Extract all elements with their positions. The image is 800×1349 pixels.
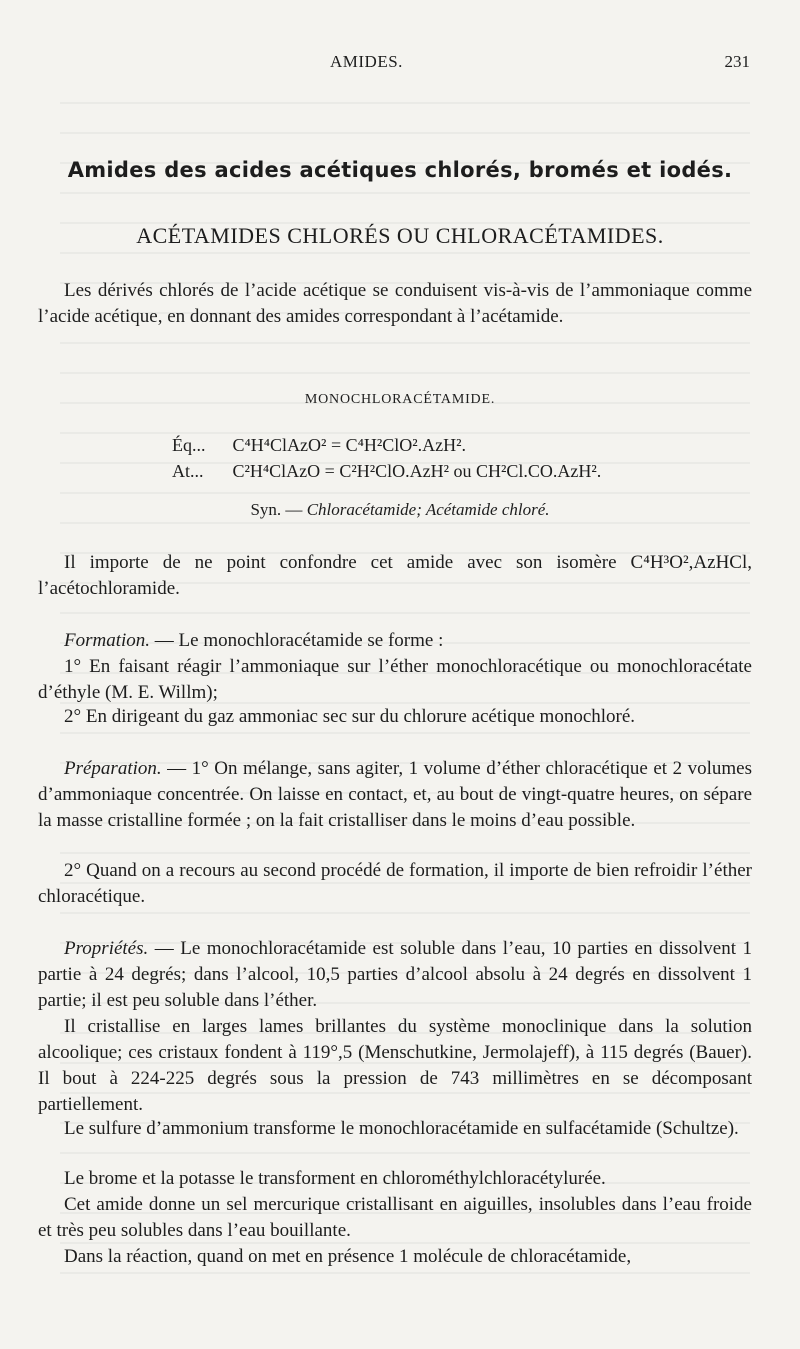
formula-equivalents (172, 432, 466, 458)
formula-eq-label: Éq... (172, 435, 206, 455)
proprietes-paragraph (38, 936, 752, 1014)
proprietes-text-6: Dans la réaction, quand on met en présence 1 molécule de chloracétamide, (64, 1246, 632, 1267)
synonyms-values: Chloracétamide; Acétamide chloré. (306, 500, 550, 519)
section-title: Amides des acides acétiques chlorés, bromés et iodés. (67, 158, 733, 182)
preparation-text-1: — 1° On mélange, sans agiter, 1 volume d’éther chloracétique et 2 volumes d’ammoniaque concentrée. On laisse en contact, et, au bout de vingt-quatre heures, on sépare la masse cristalline formée ; on la fait cristalliser dans le moins d’eau possible. (38, 758, 752, 831)
formation-item-2: 2° En dirigeant du gaz ammoniac sec sur du chlorure acétique monochloré. (64, 706, 636, 727)
proprietes-text-2: Il cristallise en larges lames brillantes du système monoclinique dans la solution alcoolique; ces cristaux fondent à 119°,5 (Menschutkine, Jermolajeff), à 115 degrés (Bauer). Il bout à 224-225 degrés sous la pression de 743 millimètres en se décomposant partiellement. (38, 1016, 752, 1115)
preparation-text-2: 2° Quand on a recours au second procédé de formation, il importe de bien refroidir l’éther chloracétique. (38, 860, 752, 907)
proprietes-heading: Propriétés. (64, 938, 149, 959)
proprietes-text-4: Le brome et la potasse le transforment en chlorométhylchloracétylurée. (64, 1168, 606, 1189)
formula-at-label: At... (172, 461, 204, 481)
formation-intro: — Le monochloracétamide se forme : (150, 630, 444, 651)
formula-at-line: C²H⁴ClAzO = C²H²ClO.AzH² ou CH²Cl.CO.AzH². (232, 461, 602, 481)
synonyms-label: Syn. — (250, 500, 303, 519)
synonyms-line (0, 500, 800, 520)
running-head-title: AMIDES. (330, 52, 403, 71)
subtitle-monochloracetamide: MONOCHLORACÉTAMIDE. (304, 392, 496, 407)
proprietes-text-1: — Le monochloracétamide est soluble dans l’eau, 10 parties en dissolvent 1 partie à 24 degrés; dans l’alcool, 10,5 parties d’alcool absolu à 24 degrés en dissolvent 1 partie; il est peu soluble dans l’éther. (38, 938, 752, 1011)
isomer-paragraph: Il importe de ne point confondre cet amide avec son isomère C⁴H³O²,AzHCl, l’acétochloramide. (38, 552, 752, 599)
preparation-paragraph (38, 756, 752, 834)
proprietes-text-5: Cet amide donne un sel mercurique cristallisant en aiguilles, insolubles dans l’eau froide et très peu solubles dans l’eau bouillante. (38, 1194, 752, 1241)
running-head (0, 52, 800, 76)
formation-paragraph (38, 628, 752, 654)
proprietes-text-3: Le sulfure d’ammonium transforme le monochloracétamide en sulfacétamide (Schultze). (64, 1118, 739, 1139)
formation-item-1: 1° En faisant réagir l’ammoniaque sur l’éther monochloracétique ou monochloracétate d’éthyle (M. E. Willm); (38, 656, 752, 703)
main-title: ACÉTAMIDES CHLORÉS OU CHLORACÉTAMIDES. (136, 223, 664, 248)
preparation-heading: Préparation. (64, 758, 162, 779)
page-number: 231 (724, 52, 750, 71)
intro-paragraph: Les dérivés chlorés de l’acide acétique se conduisent vis-à-vis de l’ammoniaque comme l’acide acétique, en donnant des amides correspondant à l’acétamide. (38, 280, 752, 327)
formula-atoms (172, 458, 601, 484)
formation-heading: Formation. (64, 630, 151, 651)
formula-eq-line: C⁴H⁴ClAzO² = C⁴H²ClO².AzH². (232, 435, 467, 455)
